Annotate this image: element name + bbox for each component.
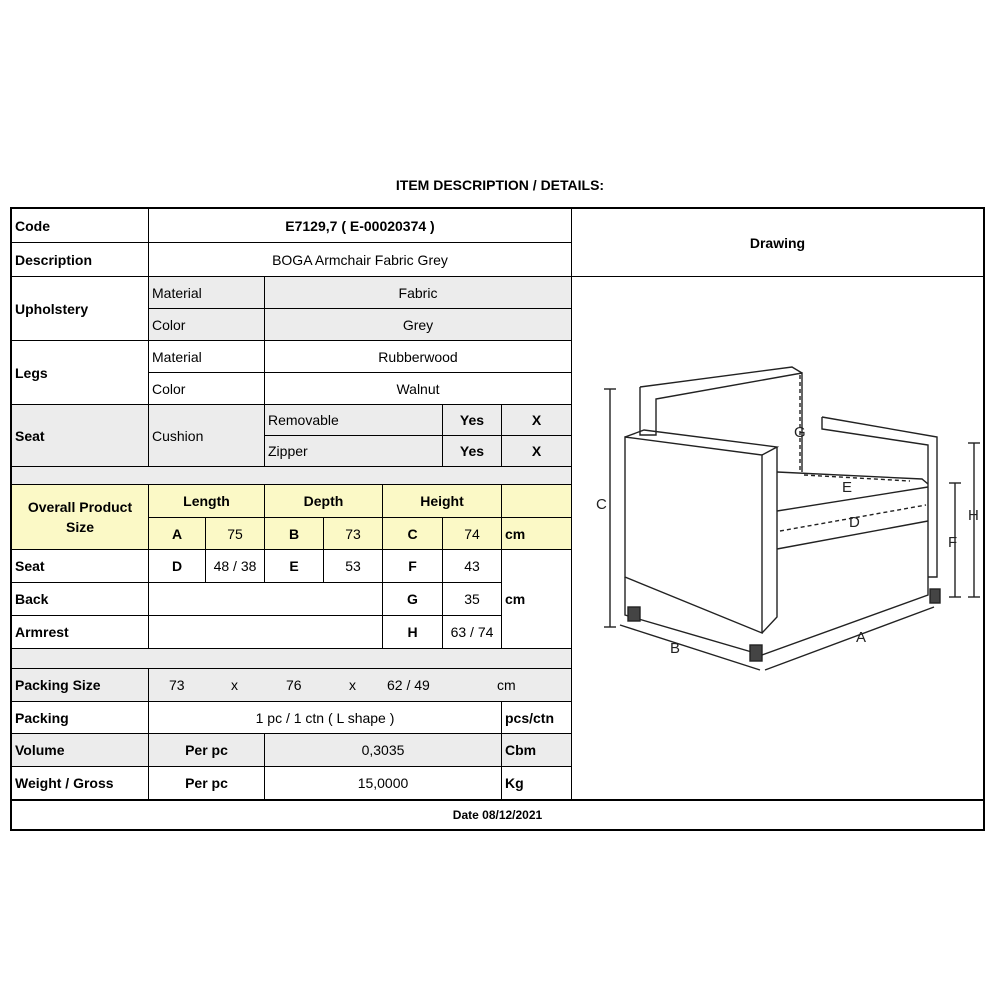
label-h: H: [968, 507, 979, 524]
armrest-blank: [149, 616, 383, 649]
label-g: G: [794, 424, 806, 441]
packing-size-values: [149, 669, 572, 702]
seat-front-top: [777, 487, 928, 511]
size-header-blank: [502, 485, 572, 518]
packing-height: 62 / 49: [387, 677, 430, 693]
drawing-header: Drawing: [572, 209, 983, 277]
dim-b-letter: B: [265, 518, 324, 550]
removable-value: Yes: [443, 405, 502, 436]
base-left: [625, 577, 762, 655]
legs-color-value: Walnut: [265, 373, 572, 405]
armchair-diagram: [572, 277, 983, 800]
depth-header: Depth: [265, 485, 383, 518]
upholstery-color-value: Grey: [265, 309, 572, 341]
legs-color-label: Color: [149, 373, 265, 405]
back-label: Back: [12, 583, 149, 616]
packing-length: 73: [169, 677, 185, 693]
upholstery-material-value: Fabric: [265, 277, 572, 309]
upholstery-label: Upholstery: [12, 277, 149, 341]
page-title: ITEM DESCRIPTION / DETAILS:: [395, 177, 605, 193]
label-f: F: [948, 534, 958, 551]
upholstery-color-label: Color: [149, 309, 265, 341]
dim-f-value: 43: [443, 550, 502, 583]
description-label: Description: [12, 243, 149, 277]
volume-per: Per pc: [149, 734, 265, 767]
volume-value: 0,3035: [265, 734, 502, 767]
dim-c-value: 74: [443, 518, 502, 550]
packing-unit: cm: [497, 677, 516, 693]
leg-front-right: [750, 645, 762, 661]
dim-b-value: 73: [324, 518, 383, 550]
dim-e-value: 53: [324, 550, 383, 583]
weight-per: Per pc: [149, 767, 265, 800]
drawing-area: [572, 277, 983, 800]
seat-cushion-label: Seat: [12, 405, 149, 467]
spec-sheet: [10, 207, 985, 831]
dim-a-line: [765, 607, 934, 670]
spacer-row: [12, 467, 572, 485]
label-a: A: [856, 629, 867, 646]
left-arm-front: [625, 437, 762, 633]
dim-b-line: [620, 625, 760, 670]
dim-a-value: 75: [206, 518, 265, 550]
seat-label: Seat: [12, 550, 149, 583]
overall-unit: cm: [502, 518, 572, 550]
packing-size-label: Packing Size: [12, 669, 149, 702]
packing-x1: x: [231, 677, 238, 693]
packing-label: Packing: [12, 702, 149, 734]
removable-label: Removable: [265, 405, 443, 436]
packing-unit-label: pcs/ctn: [502, 702, 572, 734]
legs-material-label: Material: [149, 341, 265, 373]
packing-value: 1 pc / 1 ctn ( L shape ): [149, 702, 502, 734]
dim-g-value: 35: [443, 583, 502, 616]
description-value: BOGA Armchair Fabric Grey: [149, 243, 572, 277]
dim-e-letter: E: [265, 550, 324, 583]
height-header: Height: [383, 485, 502, 518]
legs-label: Legs: [12, 341, 149, 405]
weight-unit: Kg: [502, 767, 572, 800]
volume-unit: Cbm: [502, 734, 572, 767]
seat-back-edge: [777, 472, 928, 484]
zipper-value: Yes: [443, 436, 502, 467]
back-blank: [149, 583, 383, 616]
overall-size-label: Overall Product Size: [12, 485, 149, 550]
seat-back-arm-unit: cm: [502, 550, 572, 649]
code-value: E7129,7 ( E-00020374 ): [149, 209, 572, 243]
code-label: Code: [12, 209, 149, 243]
armrest-label: Armrest: [12, 616, 149, 649]
label-e: E: [842, 479, 853, 496]
label-d: D: [849, 514, 860, 531]
dim-d-value: 48 / 38: [206, 550, 265, 583]
packing-width: 76: [286, 677, 302, 693]
spacer-row-2: [12, 649, 572, 669]
left-arm-side: [762, 447, 777, 633]
right-arm-front: [822, 417, 937, 577]
dim-a-letter: A: [149, 518, 206, 550]
length-header: Length: [149, 485, 265, 518]
leg-front-left: [628, 607, 640, 621]
dim-f-letter: F: [383, 550, 443, 583]
zipper-mark: X: [502, 436, 572, 467]
volume-label: Volume: [12, 734, 149, 767]
packing-x2: x: [349, 677, 356, 693]
label-b: B: [670, 640, 681, 657]
leg-back-right: [930, 589, 940, 603]
date-footer: Date 08/12/2021: [12, 800, 983, 829]
zipper-label: Zipper: [265, 436, 443, 467]
chair-back: [640, 373, 802, 472]
removable-mark: X: [502, 405, 572, 436]
dim-g-letter: G: [383, 583, 443, 616]
weight-label: Weight / Gross: [12, 767, 149, 800]
cushion-label: Cushion: [149, 405, 265, 467]
weight-value: 15,0000: [265, 767, 502, 800]
label-c: C: [596, 496, 607, 513]
upholstery-material-label: Material: [149, 277, 265, 309]
right-arm: [822, 417, 928, 577]
base-right: [762, 577, 928, 655]
dim-h-letter: H: [383, 616, 443, 649]
legs-material-value: Rubberwood: [265, 341, 572, 373]
dim-h-value: 63 / 74: [443, 616, 502, 649]
dim-d-letter: D: [149, 550, 206, 583]
left-arm-top: [625, 430, 777, 455]
dim-c-letter: C: [383, 518, 443, 550]
